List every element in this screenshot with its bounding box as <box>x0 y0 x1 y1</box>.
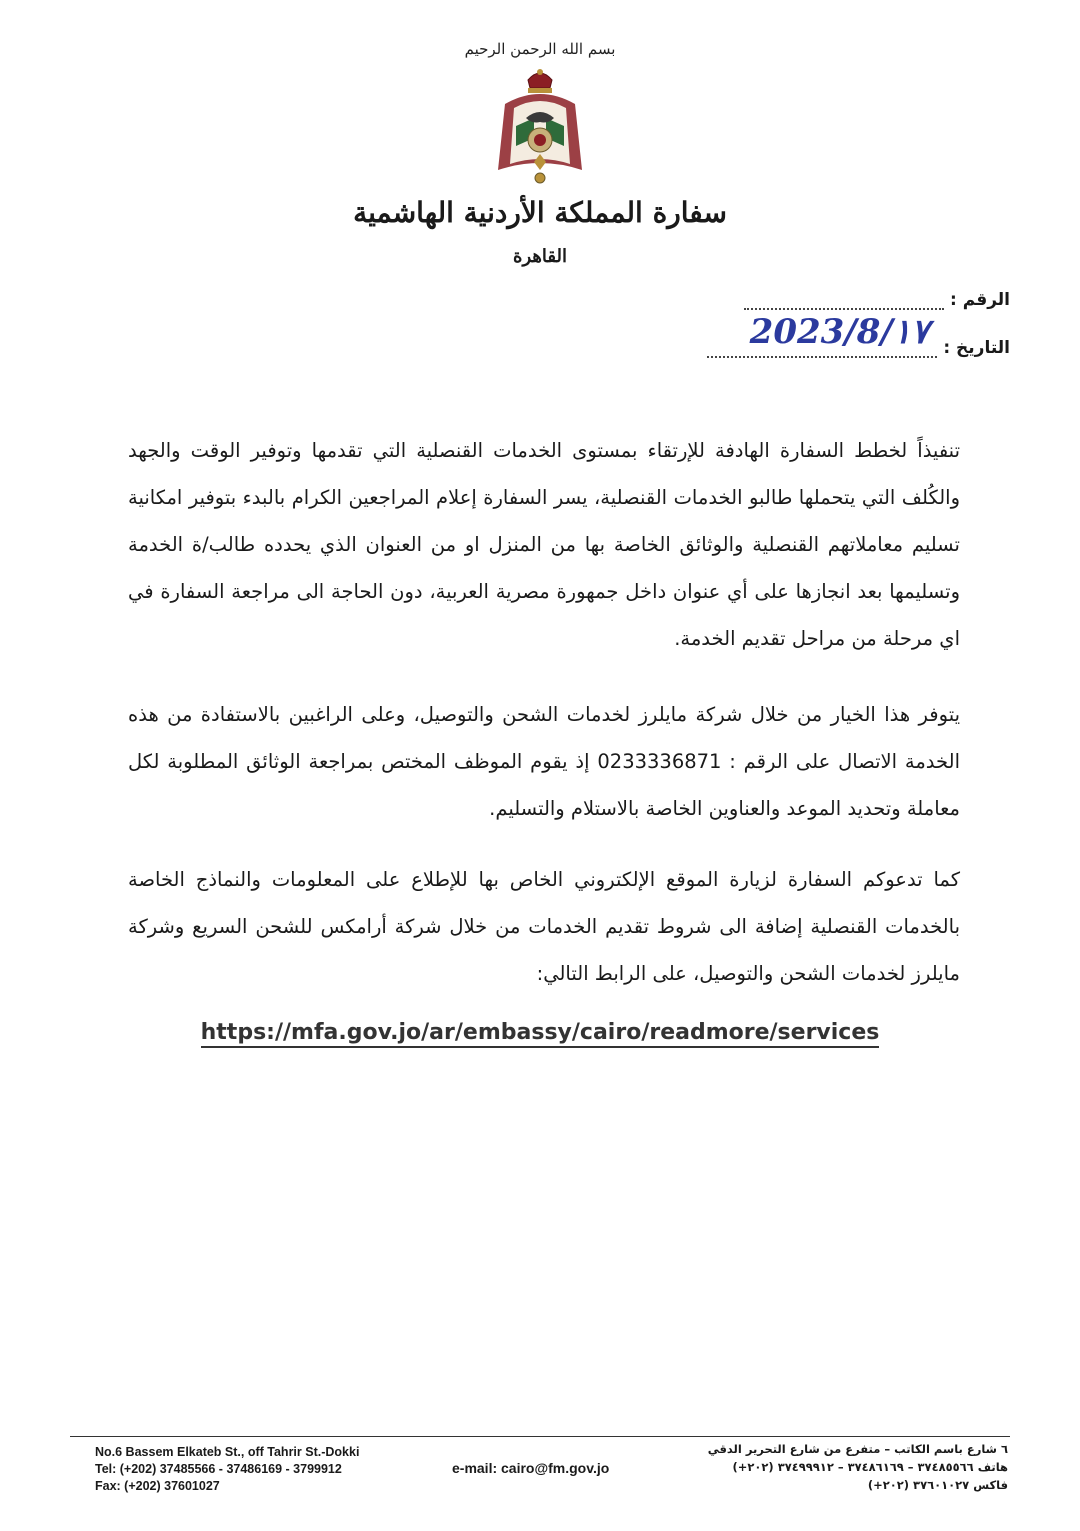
paragraph-1: تنفيذاً لخطط السفارة الهادفة للإرتقاء بمستوى الخدمات القنصلية التي تقدمها وتوفير الوقت والجهد والكُلف التي يتحملها طالبو الخدمات القنصلية، يسر السفارة إعلام المراجعين الكرام بالبدء بتوفير امكانية تسليم معاملاتهم القنصلية والوثائق الخاصة بها من المنزل او من العنوان الذي يحدده طالب/ة الخدمة وتسليمها بعد انجازها على أي عنوان داخل جمهورة مصرية العربية، دون الحاجة الى مراجعة السفارة في اي مرحلة من مراحل تقديم الخدمة. <box>128 439 960 650</box>
date-dotted-line <box>707 312 937 358</box>
jordan-coat-of-arms-icon <box>490 66 590 190</box>
basmala: بسم الله الرحمن الرحيم <box>464 40 616 58</box>
footer-address-en: No.6 Bassem Elkateb St., off Tahrir St.-Dokki <box>95 1445 360 1459</box>
reference-dotted-line <box>744 290 944 310</box>
city-name: القاهرة <box>513 246 567 267</box>
footer-tel-ar: هاتف ٣٧٤٨٥٥٦٦ – ٣٧٤٨٦١٦٩ – ٣٧٤٩٩٩١٢ (٢٠٢+) <box>732 1460 1008 1474</box>
paragraph-2: يتوفر هذا الخيار من خلال شركة مايلرز لخدمات الشحن والتوصيل، وعلى الراغبين بالاستفادة من هذه الخدمة الاتصال على الرقم : 0233336871 إذ يقوم الموظف المختص بمراجعة الوثائق المطلوبة لكل معاملة وتحديد الموعد والعناوين الخاصة بالاستلام والتسليم. <box>128 703 960 820</box>
footer-address-ar: ٦ شارع باسم الكاتب – متفرع من شارع التحرير الدقي <box>707 1442 1008 1456</box>
handwritten-date: 2023/8/١٧ <box>749 312 930 352</box>
embassy-name: سفارة المملكة الأردنية الهاشمية <box>353 196 727 229</box>
footer-fax-ar: فاكس ٣٧٦٠١٠٢٧ (٢٠٢+) <box>867 1478 1008 1492</box>
paragraph-3: كما تدعوكم السفارة لزيارة الموقع الإلكتروني الخاص بها للإطلاع على المعلومات والنماذج الخاصة بالخدمات القنصلية إضافة الى شروط تقديم الخدمات من خلال شركة أرامكس للشحن السريع وشركة مايلرز لخدمات الشحن والتوصيل، على الرابط التالي: <box>128 868 960 985</box>
reference-label: الرقم : <box>950 290 1010 310</box>
services-link-container <box>0 1020 1080 1045</box>
footer-tel-en: Tel: (+202) 37485566 - 37486169 - 3799912 <box>95 1462 342 1476</box>
footer-arabic-contact <box>708 1440 1008 1494</box>
reference-number-row <box>744 290 1010 310</box>
date-label: التاريخ : <box>943 338 1010 358</box>
footer-fax-en: Fax: (+202) 37601027 <box>95 1479 220 1493</box>
footer-divider <box>70 1436 1010 1437</box>
date-row <box>707 312 1010 358</box>
services-link[interactable]: https://mfa.gov.jo/ar/embassy/cairo/readmore/services <box>201 1020 880 1048</box>
footer-email[interactable]: e-mail: cairo@fm.gov.jo <box>452 1460 610 1476</box>
footer-english-contact <box>95 1444 359 1495</box>
